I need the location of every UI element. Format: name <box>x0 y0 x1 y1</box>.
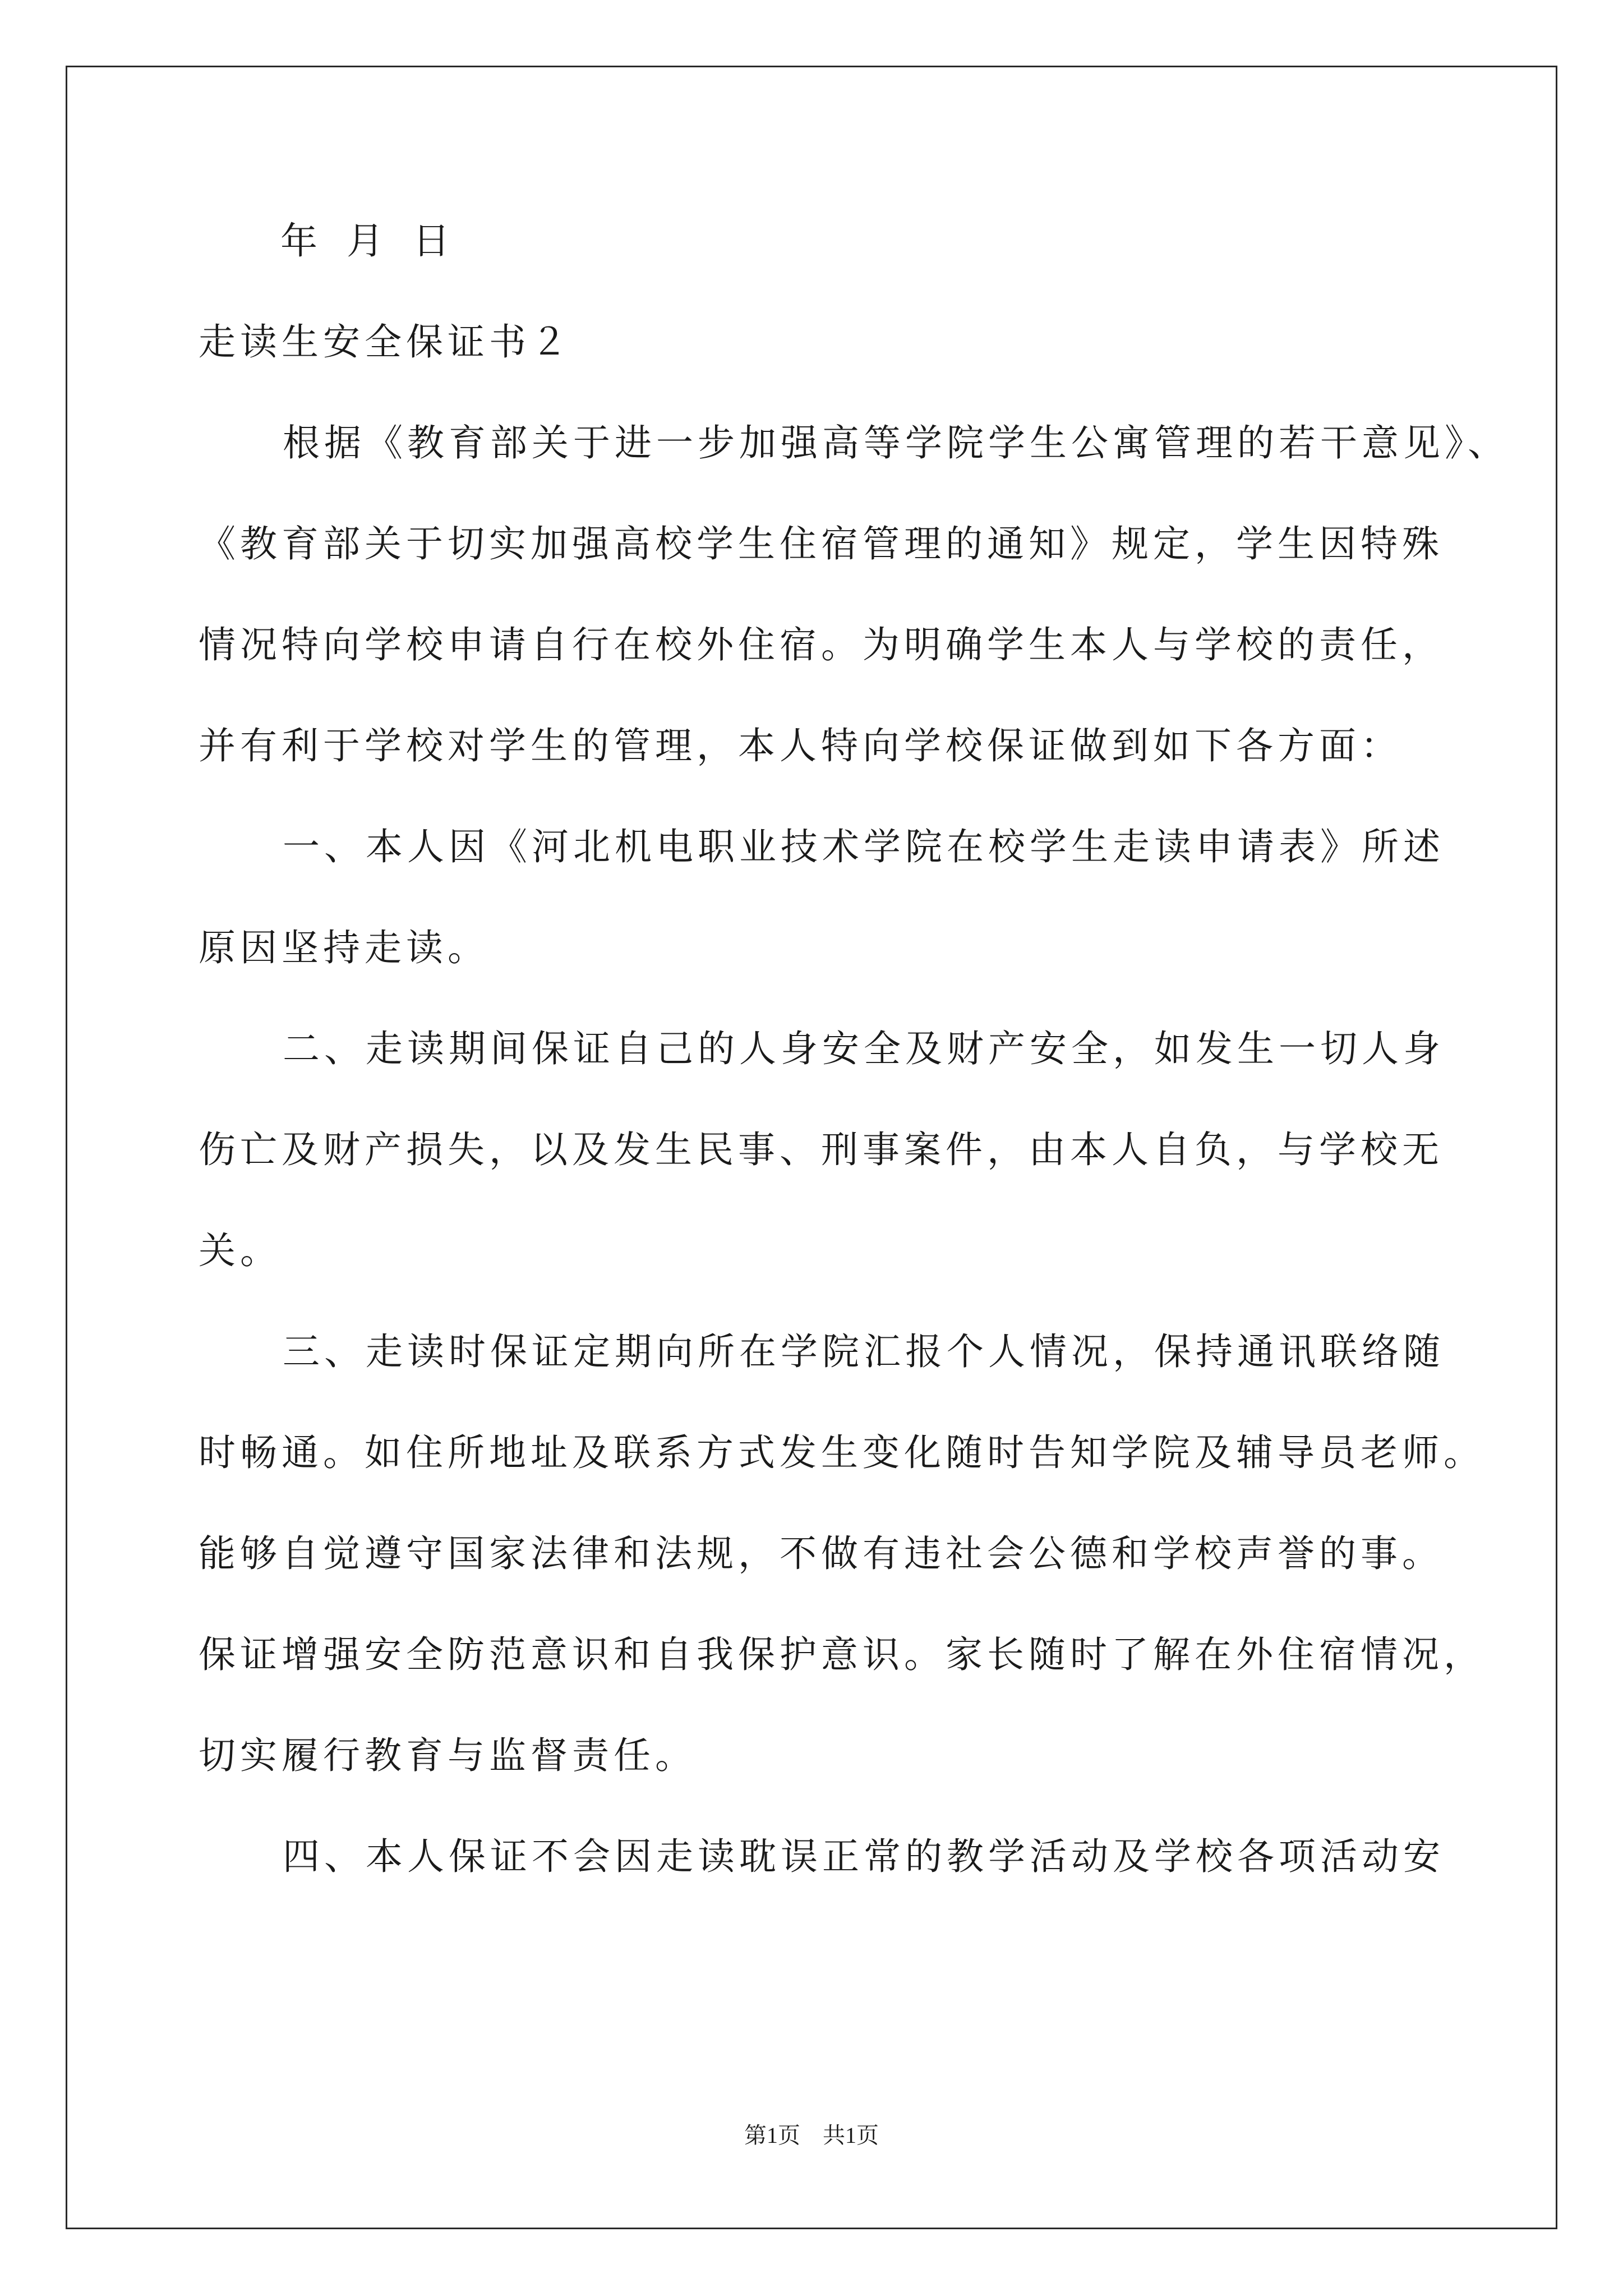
paragraph-line: 原因坚持走读。 <box>199 926 489 969</box>
date-line <box>280 219 479 264</box>
paragraph-line: 《教育部关于切实加强高校学生住宿管理的通知》规定，学生因特殊 <box>199 522 1444 565</box>
paragraph-line: 时畅通。如住所地址及联系方式发生变化随时告知学院及辅导员老师。 <box>199 1431 1485 1474</box>
page-footer <box>0 2122 1623 2150</box>
paragraph-line: 关。 <box>199 1229 282 1272</box>
paragraph-line: 四、本人保证不会因走读耽误正常的教学活动及学校各项活动安 <box>283 1835 1445 1878</box>
paragraph-line: 能够自觉遵守国家法律和法规，不做有违社会公德和学校声誉的事。 <box>199 1532 1444 1575</box>
paragraph-line: 情况特向学校申请自行在校外住宿。为明确学生本人与学校的责任， <box>199 623 1444 666</box>
document-heading: 走读生安全保证书２ <box>199 320 572 364</box>
paragraph-line: 根据《教育部关于进一步加强高等学院学生公寓管理的若干意见》、 <box>283 421 1509 464</box>
page-number-total: 共1页 <box>823 2123 879 2148</box>
paragraph-line: 保证增强安全防范意识和自我保护意识。家长随时了解在外住宿情况， <box>199 1633 1485 1676</box>
date-month: 月 <box>347 219 384 263</box>
paragraph-line: 伤亡及财产损失，以及发生民事、刑事案件，由本人自负，与学校无 <box>199 1128 1444 1171</box>
date-year: 年 <box>280 219 317 263</box>
paragraph-line: 二、走读期间保证自己的人身安全及财产安全，如发生一切人身 <box>283 1027 1445 1070</box>
paragraph-line: 并有利于学校对学生的管理，本人特向学校保证做到如下各方面： <box>199 724 1402 767</box>
paragraph-line: 切实履行教育与监督责任。 <box>199 1734 697 1777</box>
page-number-current: 第1页 <box>744 2123 800 2148</box>
paragraph-line: 三、走读时保证定期向所在学院汇报个人情况，保持通讯联络随 <box>283 1330 1445 1373</box>
date-day: 日 <box>413 219 450 263</box>
paragraph-line: 一、本人因《河北机电职业技术学院在校学生走读申请表》所述 <box>283 825 1445 868</box>
